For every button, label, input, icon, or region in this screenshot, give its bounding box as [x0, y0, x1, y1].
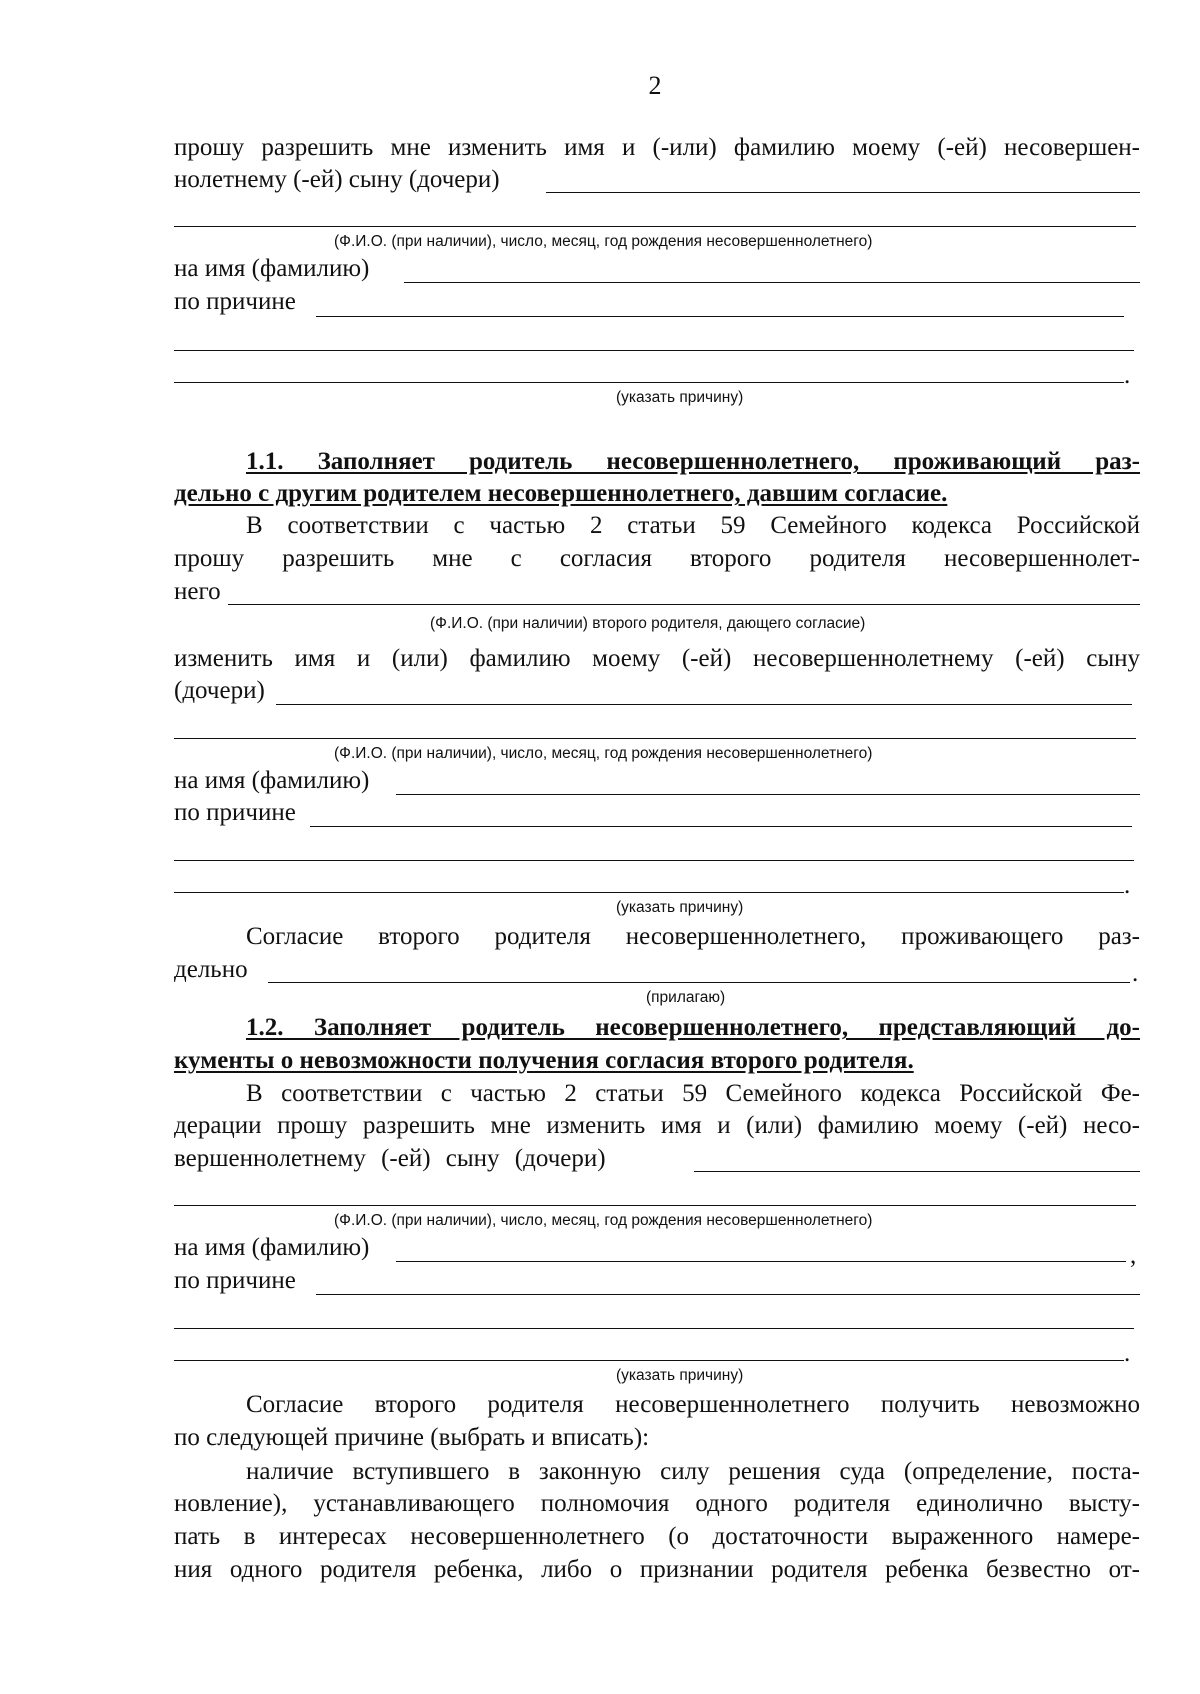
sec11-para-2: прошу разрешить мне с согласия второго родителя несовершеннолет-: [174, 545, 1140, 572]
section-1-2-heading-1: 1.2. Заполняет родитель несовершеннолетнего, представляющий до-: [246, 1014, 1140, 1041]
impossible-line-1: Согласие второго родителя несовершеннолетнего получить невозможно: [246, 1391, 1140, 1418]
caption-child-fio: (Ф.И.О. (при наличии), число, месяц, год рождения несовершеннолетнего): [334, 1212, 873, 1229]
new-name-field[interactable]: [396, 1261, 1126, 1262]
section-1-1-heading-2: дельно с другим родителем несовершеннолетнего, давшим согласие.: [174, 480, 948, 507]
sec11-para-4: изменить имя и (или) фамилию моему (-ей) несовершеннолетнему (-ей) сыну: [174, 645, 1140, 672]
reason-field-3[interactable]: [174, 382, 1124, 383]
reason-field-2[interactable]: [174, 350, 1134, 351]
reason-field-1[interactable]: [310, 826, 1132, 827]
reason-field-3[interactable]: [174, 1360, 1124, 1361]
caption-reason: (указать причину): [616, 1367, 744, 1384]
child-fio-field-b[interactable]: [174, 1205, 1136, 1206]
caption-second-parent: (Ф.И.О. (при наличии) второго родителя, дающего согласие): [430, 615, 866, 632]
reason-label: по причине: [174, 799, 296, 826]
reason-field-2[interactable]: [174, 1328, 1134, 1329]
new-name-label: на имя (фамилию): [174, 1234, 370, 1261]
reason-field-1[interactable]: [316, 316, 1124, 317]
sec12-para-2: дерации прошу разрешить мне изменить имя и (или) фамилию моему (-ей) несо-: [174, 1112, 1140, 1139]
consent-line-2: дельно: [174, 956, 248, 983]
page-number: 2: [648, 71, 662, 100]
consent-line-1: Согласие второго родителя несовершеннолетнего, проживающего раз-: [246, 923, 1140, 950]
caption-reason: (указать причину): [616, 899, 744, 916]
caption-reason: (указать причину): [616, 389, 744, 406]
court-line-3: пать в интересах несовершеннолетнего (о достаточности выраженного намере-: [174, 1523, 1140, 1550]
new-name-label: на имя (фамилию): [174, 767, 370, 794]
child-fio-field-a[interactable]: [694, 1171, 1140, 1172]
child-fio-field-b[interactable]: [174, 738, 1136, 739]
court-line-2: новление), устанавливающего полномочия одного родителя единолично высту-: [174, 1490, 1140, 1517]
sec12-para-3: вершеннолетнему (-ей) сыну (дочери): [174, 1145, 606, 1172]
second-parent-fio-field[interactable]: [228, 604, 1140, 605]
new-name-field[interactable]: [404, 282, 1140, 283]
sec11-para-3: него: [174, 578, 221, 605]
reason-field-2[interactable]: [174, 860, 1134, 861]
reason-field-1[interactable]: [316, 1294, 1140, 1295]
section-1-1-heading-1: 1.1. Заполняет родитель несовершеннолетнего, проживающий раз-: [246, 448, 1140, 475]
reason-label: по причине: [174, 288, 296, 315]
impossible-line-2: по следующей причине (выбрать и вписать):: [174, 1424, 650, 1451]
section-1-2-heading-2: кументы о невозможности получения согласия второго родителя.: [174, 1047, 914, 1074]
child-fio-field-a[interactable]: [276, 704, 1132, 705]
child-fio-field-a[interactable]: [546, 192, 1140, 193]
reason-field-3[interactable]: [174, 892, 1124, 893]
sec11-para-5: (дочери): [174, 677, 265, 704]
caption-attach: (прилагаю): [646, 989, 726, 1006]
consent-attach-field[interactable]: [268, 982, 1130, 983]
request-line-1: прошу разрешить мне изменить имя и (-или) фамилию моему (-ей) несовершен-: [174, 134, 1140, 161]
caption-child-fio: (Ф.И.О. (при наличии), число, месяц, год рождения несовершеннолетнего): [334, 233, 873, 250]
new-name-field[interactable]: [396, 794, 1140, 795]
caption-child-fio: (Ф.И.О. (при наличии), число, месяц, год рождения несовершеннолетнего): [334, 745, 873, 762]
court-line-1: наличие вступившего в законную силу решения суда (определение, поста-: [246, 1458, 1140, 1485]
request-line-2: нолетнему (-ей) сыну (дочери): [174, 166, 500, 193]
child-fio-field-b[interactable]: [174, 226, 1136, 227]
new-name-label: на имя (фамилию): [174, 255, 370, 282]
sec11-para-1: В соответствии с частью 2 статьи 59 Семейного кодекса Российской: [246, 512, 1140, 539]
sec12-para-1: В соответствии с частью 2 статьи 59 Семейного кодекса Российской Фе-: [246, 1080, 1140, 1107]
court-line-4: ния одного родителя ребенка, либо о признании родителя ребенка безвестно от-: [174, 1556, 1140, 1583]
reason-label: по причине: [174, 1267, 296, 1294]
